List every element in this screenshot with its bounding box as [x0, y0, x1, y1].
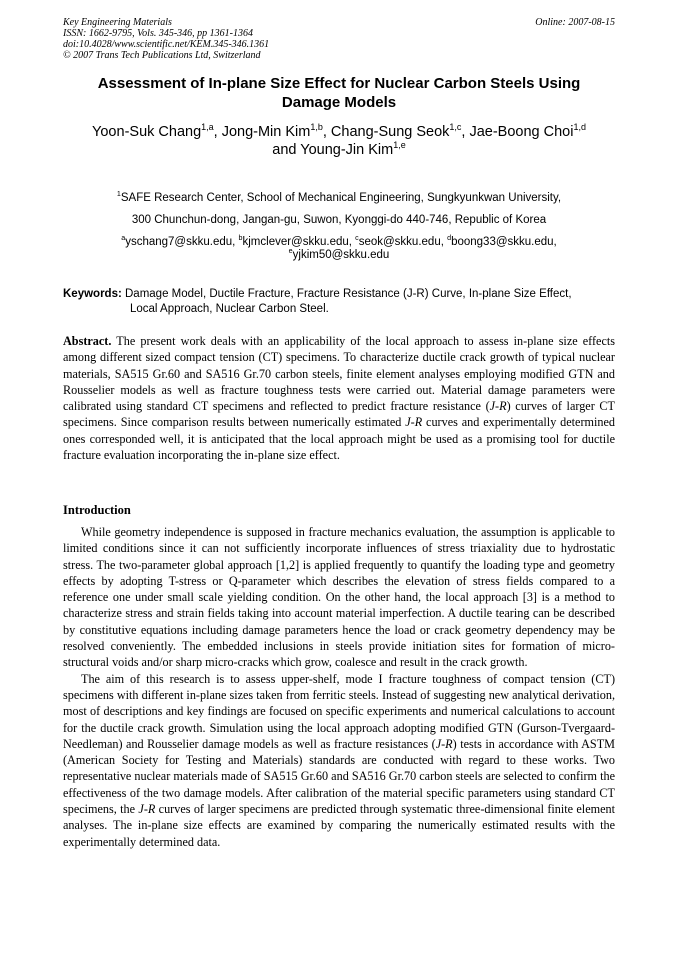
abstract: [63, 333, 615, 463]
author-name: Yoon-Suk Chang: [92, 124, 202, 140]
email-mark: b: [238, 234, 243, 243]
journal-header: [63, 17, 615, 61]
jr-italic: J-R: [489, 399, 507, 414]
keywords-text: Local Approach, Nuclear Carbon Steel.: [130, 303, 329, 315]
email-mark: c: [355, 234, 359, 243]
abstract-text: ) curves of larger CT specimens. Since comparison results between numerically estimated: [63, 399, 615, 430]
affiliation-text: SAFE Research Center, School of Mechanical Engineering, Sungkyunkwan University,: [120, 192, 562, 204]
paragraph-text: ) tests in accordance with ASTM (American Society for Testing and Materials) standards are conducted with regard to these works. Two representative nuclear materials made of SA515 Gr.60 and SA516 Gr.70 carbon steels are selected to confirm the effectiveness of the two damage models. After calibration of the material specific parameters using standard CT specimens, the: [63, 736, 615, 817]
affiliation-mark: 1: [116, 190, 121, 199]
paper-title: [63, 74, 615, 112]
journal-issn: ISSN: 1662-9795, Vols. 345-346, pp 1361-1364: [63, 28, 253, 39]
author-name: Jae-Boong Choi: [469, 124, 574, 140]
paragraph-text: curves of larger specimens are predicted through systematic three-dimensional finite element analyses. The in-plane size effects are examined by comparing the numerically estimated results with the experimentally determined data.: [63, 802, 615, 849]
author-separator: ,: [461, 124, 470, 140]
affiliation-block: [63, 192, 615, 262]
author-affiliation-mark: 1,a: [201, 122, 214, 133]
email-address: boong33@skku.edu,: [451, 236, 557, 248]
author-affiliation-mark: 1,b: [310, 122, 323, 133]
email-mark: d: [447, 234, 452, 243]
author-name: Chang-Sung Seok: [330, 124, 450, 140]
author-line: [63, 141, 615, 159]
paragraph: While geometry independence is supposed in fracture mechanics evaluation, the assumption is applicable to limited conditions since it can not sufficiently incorporate influences of stress triaxiality due to hydrostatic stress. The two-parameter global approach [1,2] is applied frequently to quantify the loading type and geometry effects by adopting T-stress or Q-parameter which describes the elevation of stress fields compared to a reference one under small scale yielding condition. On the other hand, the local approach [3] is a method to characterize stress and strain fields taking into account material imperfection. A ductile tearing can be described by constitutive equations including damage parameters hence the load or crack geometry dependency may be resolved conveniently. The embedded inclusions in steels provide initiation sites for formation of micro-structural voids and/or sharp micro-cracks which grow, coalesce and result in the crack growth.: [63, 525, 615, 670]
email-address: yjkim50@skku.edu: [292, 249, 390, 261]
section-heading-introduction: Introduction: [63, 503, 131, 517]
online-date: Online: 2007-08-15: [535, 17, 615, 28]
author-affiliation-mark: 1,e: [393, 140, 406, 151]
journal-name: Key Engineering Materials: [63, 17, 172, 28]
affiliation-line: [63, 192, 615, 205]
email-line: [63, 236, 615, 249]
keywords-row: [63, 287, 615, 302]
author-name: and Young-Jin Kim: [272, 142, 394, 158]
author-affiliation-mark: 1,c: [449, 122, 462, 133]
jr-italic: J-R: [435, 736, 453, 751]
paragraph: [63, 671, 615, 850]
email-mark: a: [121, 234, 126, 243]
paper-title-line: Damage Models: [281, 94, 397, 111]
paper-title-line: Assessment of In-plane Size Effect for Nuclear Carbon Steels Using: [97, 75, 581, 92]
abstract-text: The present work deals with an applicability of the local approach to assess in-plane size effects among different sized compact tension (CT) specimens. To characterize ductile crack growth of typical nuclear materials, SA515 Gr.60 and SA516 Gr.70 carbon steels, finite element analyses employing modified GTN and Rousselier models as well as fracture toughness tests were carried out. Material damage parameters were calibrated using standard CT specimens and reflected to predict fracture resistance (: [63, 334, 615, 414]
keywords-block: [63, 287, 615, 317]
email-address: seok@skku.edu,: [358, 236, 448, 248]
email-address: kjmclever@skku.edu,: [242, 236, 356, 248]
author-affiliation-mark: 1,d: [573, 122, 586, 133]
email-line: [63, 249, 615, 262]
abstract-text: curves and experimentally determined ones corresponded well, it is anticipated that the local approach might be used as a promising tool for ductile fracture evaluation incorporating the in-plane size effect.: [63, 415, 615, 463]
introduction-body: [63, 524, 615, 850]
keywords-label: Keywords:: [63, 288, 122, 300]
author-separator: ,: [213, 124, 222, 140]
email-address: yschang7@skku.edu,: [125, 236, 239, 248]
journal-doi: doi:10.4028/www.scientific.net/KEM.345-346.1361: [63, 39, 270, 50]
author-name: Jong-Min Kim: [221, 124, 311, 140]
email-mark: e: [288, 247, 293, 256]
keywords-text: Damage Model, Ductile Fracture, Fracture Resistance (J-R) Curve, In-plane Size Effect,: [125, 288, 572, 300]
affiliation-line: 300 Chunchun-dong, Jangan-gu, Suwon, Kyonggi-do 440-746, Republic of Korea: [131, 214, 547, 226]
jr-italic: J-R: [405, 415, 423, 430]
journal-copyright: © 2007 Trans Tech Publications Ltd, Switzerland: [63, 50, 261, 61]
jr-italic: J-R: [138, 802, 156, 817]
abstract-label: Abstract.: [63, 334, 112, 348]
author-separator: ,: [322, 124, 331, 140]
author-list: [63, 123, 615, 159]
paragraph-text: The aim of this research is to assess upper-shelf, mode I fracture toughness of compact tension (CT) specimens with different in-plane sizes taken from ferritic steels. Instead of suggesting new analytical derivation, most of descriptions and key findings are focused on specific experiments and numerical calculations to account for the ductile crack growth. Simulation using the local approach adopting modified GTN (Gurson-Tvergaard-Needleman) and Rousselier damage models as well as fracture resistances (: [63, 671, 615, 751]
author-line: [63, 123, 615, 141]
